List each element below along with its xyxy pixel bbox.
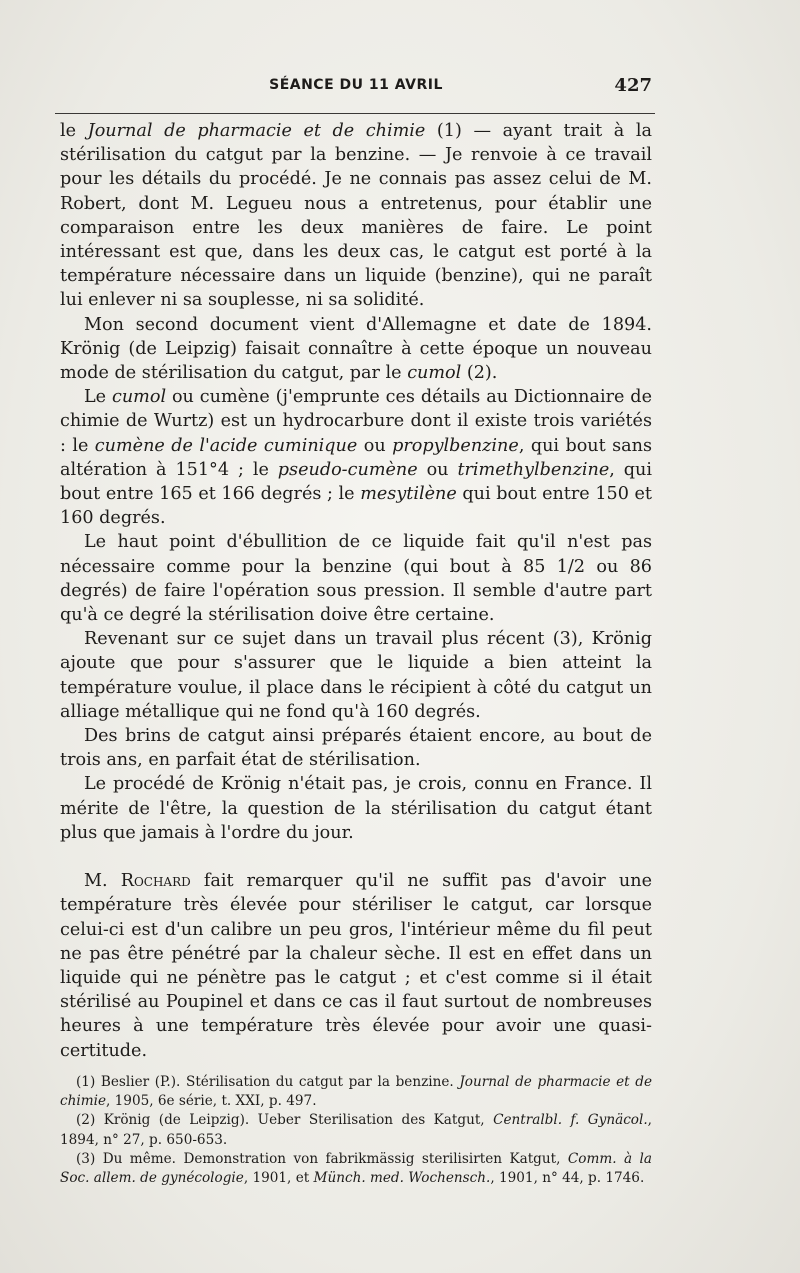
italic-text: propylbenzine: [392, 435, 519, 456]
footnote: [60, 1073, 652, 1111]
footnote: [60, 1111, 652, 1149]
text-run: Mon second document vient d'Allemagne et date de 1894. Krönig (de Leipzig) faisait connaître à cette époque un nouveau mode de stérilisation du catgut, par le: [60, 314, 652, 384]
paragraph: [60, 119, 652, 313]
text-run: ou cumène (j'emprunte ces détails au Dictionnaire de chimie de Wurtz) est un hydrocarbure dont il existe trois variétés : le: [60, 387, 652, 456]
italic-text: Centralbl. f. Gynäcol.: [493, 1112, 648, 1129]
text-run: ou: [417, 459, 458, 480]
text-run: Le procédé de Krönig n'était pas, je crois, connu en France. Il mérite de l'être, la question de la stérilisation du catgut étant plus que jamais à l'ordre du jour.: [60, 774, 652, 843]
text-run: , 1901, n° 44, p. 1746.: [490, 1170, 645, 1187]
text-run: (2).: [461, 363, 498, 384]
text-run: (2) Krönig (de Leipzig). Ueber Sterilisation des Katgut,: [76, 1112, 494, 1129]
italic-text: pseudo-cumène: [277, 459, 418, 480]
header-rule: [55, 113, 655, 114]
text-run: , 1905, 6e série, t. XXI, p. 497.: [106, 1093, 317, 1110]
italic-text: Journal de pharmacie et de chimie: [87, 121, 426, 141]
running-title: SÉANCE DU 11 AVRIL: [269, 77, 443, 93]
text-run: , 1901, et: [243, 1170, 314, 1187]
italic-text: Münch. med. Wochensch.: [313, 1170, 491, 1187]
text-run: , qui bout sans altération à 151°4 ; le: [60, 435, 652, 480]
page-number: 427: [614, 75, 652, 96]
text-run: qui bout entre 150 et 160 degrés.: [60, 484, 652, 529]
italic-text: cumol: [407, 363, 462, 384]
italic-text: Comm. à la Soc. allem. de gynécologie: [60, 1150, 652, 1187]
text-run: (1) — ayant trait à la stérilisation du catgut par la benzine. — Je renvoie à ce travail pour les détails du procédé. Je ne connais pas assez celui de M. Robert, dont M. Legueu nous a entretenus, pour établir une comparaison entre les deux manières de faire. Le point intéressant est que, dans les deux cas, le catgut est porté à la température nécessaire dans un liquide (benzine), qui ne paraît lui enlever ni sa souplesse, ni sa solidité.: [60, 121, 652, 311]
footnote: [60, 1150, 652, 1188]
paragraph: [60, 772, 652, 845]
body-text: [60, 119, 652, 1063]
text-run: ou: [357, 435, 393, 456]
text-run: , qui bout entre 165 et 166 degrés ; le: [60, 459, 653, 505]
text-run: , 1894, n° 27, p. 650-653.: [60, 1112, 652, 1148]
speaker-name: Rochard: [120, 871, 191, 892]
italic-text: cumène de l'acide cuminique: [94, 435, 358, 456]
text-run: Le haut point d'ébullition de ce liquide fait qu'il n'est pas nécessaire comme pour la benzine (qui bout à 85 1/2 ou 86 degrés) de faire l'opération sous pression. Il semble d'autre part qu'à ce degré la stérilisation doive être certaine.: [60, 532, 652, 626]
text-run: le: [60, 121, 88, 141]
footnotes: [60, 1073, 652, 1188]
text-run: Revenant sur ce sujet dans un travail plus récent (3), Krönig ajoute que pour s'assurer que le liquide a bien atteint la température voulue, il place dans le récipient à côté du catgut un alliage métallique qui ne fond qu'à 160 degrés.: [60, 629, 652, 722]
text-run: M.: [84, 871, 121, 892]
text-run: (1) Beslier (P.). Stérilisation du catgut par la benzine.: [76, 1074, 460, 1090]
paragraph: [60, 869, 652, 1063]
paragraph: [60, 385, 652, 530]
italic-text: trimethylbenzine: [457, 459, 610, 480]
italic-text: cumol: [111, 387, 167, 408]
italic-text: Journal de pharmacie et de chimie: [60, 1074, 652, 1110]
paragraph: [60, 530, 652, 627]
italic-text: mesytilène: [360, 484, 457, 505]
text-run: (3) Du même. Demonstration von fabrikmässig sterilisirten Katgut,: [76, 1150, 568, 1167]
paragraph: [60, 627, 652, 724]
paragraph: [60, 313, 652, 386]
text-run: Des brins de catgut ainsi préparés étaient encore, au bout de trois ans, en parfait état de stérilisation.: [60, 726, 652, 771]
page-header: [60, 77, 652, 99]
paragraph-gap: [60, 845, 652, 869]
text-run: fait remarquer qu'il ne suffit pas d'avoir une température très élevée pour stériliser le catgut, car lorsque celui-ci est d'un calibre un peu gros, l'intérieur même du fil peut ne pas être pénétré par la chaleur sèche. Il est en effet dans un liquide qui ne pénètre pas le catgut ; et c'est comme si il était stérilisé au Poupinel et dans ce cas il faut surtout de nombreuses heures à une température très élevée pour avoir une quasi-certitude.: [60, 871, 652, 1061]
text-run: Le: [84, 387, 112, 408]
paragraph: [60, 724, 652, 772]
